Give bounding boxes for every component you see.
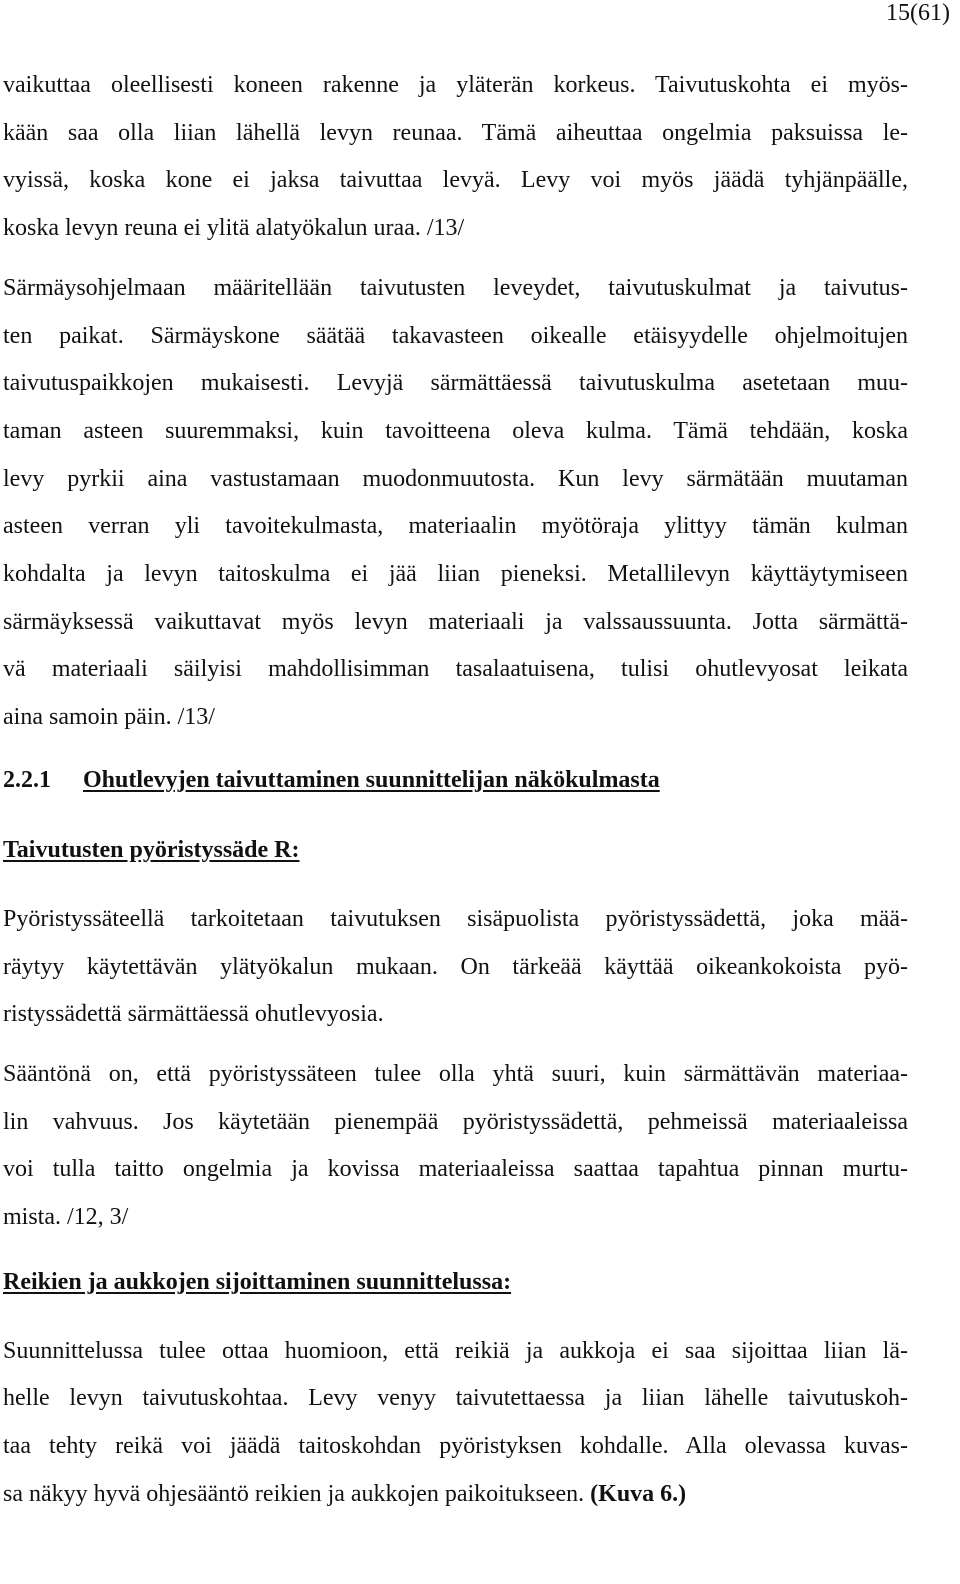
text-line: lin vahvuus. Jos käytetään pienempää pyöristyssädettä, pehmeissä materiaaleissa: [3, 1108, 908, 1135]
subheading-bend-radius: Taivutusten pyöristyssäde R:: [3, 836, 300, 863]
paragraph-hole-placement: [3, 1328, 908, 1519]
subheading-hole-placement: Reikien ja aukkojen sijoittaminen suunnittelussa:: [3, 1268, 512, 1295]
text-line: kohdalta ja levyn taitoskulma ei jää liian pieneksi. Metallilevyn käyttäytymiseen: [3, 561, 908, 588]
text-line: helle levyn taivutuskohtaa. Levy venyy taivutettaessa ja liian lähelle taivutuskoh-: [3, 1385, 908, 1412]
text-line: Suunnittelussa tulee ottaa huomioon, että reikiä ja aukkoja ei saa sijoittaa liian lä-: [3, 1337, 908, 1364]
paragraph-radius-definition: [3, 896, 908, 1039]
text-line: Sääntönä on, että pyöristyssäteen tulee olla yhtä suuri, kuin särmättävän materiaa-: [3, 1060, 908, 1087]
document-body: [3, 62, 908, 1519]
text-line: voi tulla taitto ongelmia ja kovissa materiaaleissa saattaa tapahtua pinnan murtu-: [3, 1156, 908, 1183]
paragraph-radius-rule: [3, 1051, 908, 1242]
text-line: taa tehty reikä voi jäädä taitoskohdan pyöristyksen kohdalle. Alla olevassa kuvas-: [3, 1433, 908, 1460]
text-line-prefix: sa näkyy hyvä ohjesääntö reikien ja aukkojen paikoitukseen.: [3, 1480, 591, 1507]
figure-reference: (Kuva 6.): [590, 1480, 687, 1507]
section-title: Ohutlevyjen taivuttaminen suunnittelijan näkökulmasta: [83, 766, 660, 793]
text-line: räytyy käytettävän ylätyökalun mukaan. On tärkeää käyttää oikeankokoista pyö-: [3, 953, 908, 980]
text-line: kään saa olla liian lähellä levyn reunaa. Tämä aiheuttaa ongelmia paksuissa le-: [3, 119, 908, 146]
text-line: vyissä, koska kone ei jaksa taivuttaa levyä. Levy voi myös jäädä tyhjänpäälle,: [3, 167, 908, 194]
paragraph-bending-program: [3, 265, 908, 742]
text-line: aina samoin päin. /13/: [3, 704, 215, 731]
paragraph-bending-position: [3, 62, 908, 253]
text-line: [3, 1471, 908, 1519]
text-line: koska levyn reuna ei ylitä alatyökalun uraa. /13/: [3, 215, 465, 242]
text-line: Pyöristyssäteellä tarkoitetaan taivutuksen sisäpuolista pyöristyssädettä, joka mää-: [3, 905, 908, 932]
section-number: 2.2.1: [3, 766, 51, 793]
text-line: asteen verran yli tavoitekulmasta, materiaalin myötöraja ylittyy tämän kulman: [3, 513, 908, 540]
text-line: levy pyrkii aina vastustamaan muodonmuutosta. Kun levy särmätään muutaman: [3, 465, 908, 492]
text-line: Särmäysohjelmaan määritellään taivutusten leveydet, taivutuskulmat ja taivutus-: [3, 274, 908, 301]
text-line: särmäyksessä vaikuttavat myös levyn materiaali ja valssaussuunta. Jotta särmättä-: [3, 608, 908, 635]
text-line: vä materiaali säilyisi mahdollisimman tasalaatuisena, tulisi ohutlevyosat leikata: [3, 656, 908, 683]
section-heading: [3, 760, 908, 800]
text-line: taman asteen suuremmaksi, kuin tavoitteena oleva kulma. Tämä tehdään, koska: [3, 417, 908, 444]
text-line: ristyssädettä särmättäessä ohutlevyosia.: [3, 1001, 384, 1028]
page-number: 15(61): [886, 0, 950, 26]
text-line: ten paikat. Särmäyskone säätää takavasteen oikealle etäisyydelle ohjelmoitujen: [3, 322, 908, 349]
text-line: taivutuspaikkojen mukaisesti. Levyjä särmättäessä taivutuskulma asetetaan muu-: [3, 370, 908, 397]
text-line: vaikuttaa oleellisesti koneen rakenne ja yläterän korkeus. Taivutuskohta ei myös-: [3, 72, 908, 98]
text-line: mista. /12, 3/: [3, 1204, 129, 1231]
